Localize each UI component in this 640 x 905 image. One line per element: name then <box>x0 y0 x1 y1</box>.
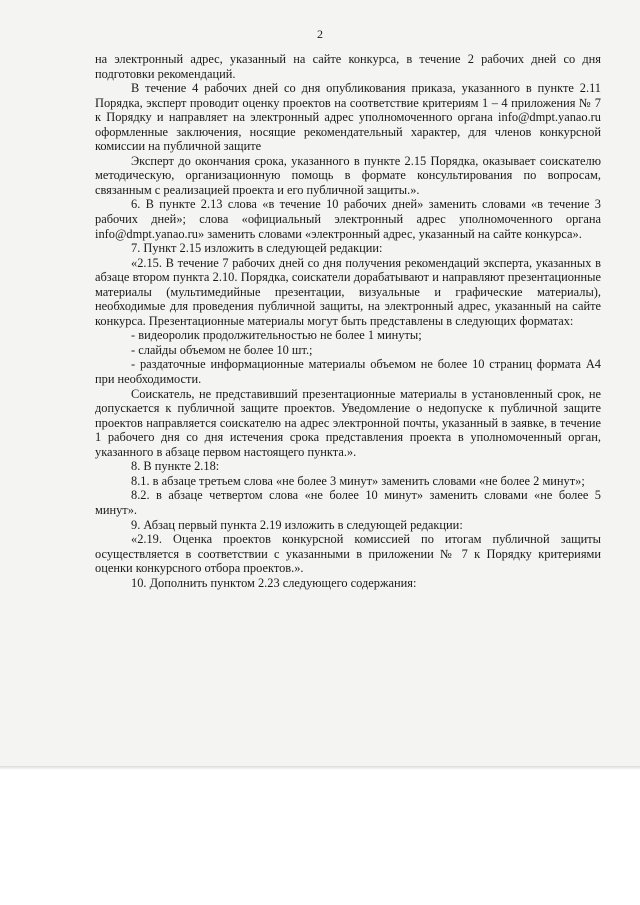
list-item: - слайды объемом не более 10 шт.; <box>131 342 313 357</box>
paragraph: «2.19. Оценка проектов конкурсной комиссией по итогам публичной защиты осуществляется в соответствии с указанными в приложении № 7 к Порядку критериями оценки конкурсного отбора проектов.». <box>95 532 601 576</box>
document-body <box>95 52 601 590</box>
paragraph: 8. В пункте 2.18: <box>131 459 220 474</box>
paragraph: 6. В пункте 2.13 слова «в течение 10 рабочих дней» заменить словами «в течение 3 рабочих дней»; слова «официальный электронный адрес уполномоченного органа info@dmpt.yanao.ru» заменить словами «электронный адрес, указанный на сайте конкурса». <box>95 197 601 241</box>
paragraph: 8.1. в абзаце третьем слова «не более 3 минут» заменить словами «не более 2 минут»; <box>131 473 585 488</box>
paragraph: 7. Пункт 2.15 изложить в следующей редакции: <box>131 241 383 256</box>
page-number: 2 <box>317 27 323 41</box>
paragraph: 10. Дополнить пунктом 2.23 следующего содержания: <box>131 575 417 590</box>
list-item: - видеоролик продолжительностью не более 1 минуты; <box>131 328 422 343</box>
paragraph: В течение 4 рабочих дней со дня опубликования приказа, указанного в пункте 2.11 Порядка, эксперт проводит оценку проектов на соответствие критериям 1 – 4 приложения № 7 к Порядку и направляет на электронный адрес уполномоченного органа info@dmpt.yanao.ru оформленные заключения, носящие рекомендательный характер, для членов конкурсной комиссии на публичной защите <box>95 81 601 154</box>
paragraph: Эксперт до окончания срока, указанного в пункте 2.15 Порядка, оказывает соискателю методическую, организационную помощь в формате консультирования по вопросам, связанным с реализацией проекта и его публичной защиты.». <box>95 153 601 197</box>
paragraph: «2.15. В течение 7 рабочих дней со дня получения рекомендаций эксперта, указанных в абзаце втором пункта 2.10. Порядка, соискатели дорабатывают и направляют презентационные материалы (мультимедийные презентации, визуальные и графические материалы), необходимые для проведения публичной защиты, на электронный адрес, указанный на сайте конкурса. Презентационные материалы могут быть представлены в следующих форматах: <box>95 255 601 328</box>
paragraph: 9. Абзац первый пункта 2.19 изложить в следующей редакции: <box>131 517 463 532</box>
list-item: - раздаточные информационные материалы объемом не более 10 страниц формата А4 при необходимости. <box>95 357 601 387</box>
paragraph: 8.2. в абзаце четвертом слова «не более 10 минут» заменить словами «не более 5 минут». <box>95 488 601 517</box>
paragraph: Соискатель, не представивший презентационные материалы в установленный срок, не допускается к публичной защите проектов. Уведомление о недопуске к публичной защите проектов направляется соискателю на адрес электронной почты, указанный в заявке, в течение 1 рабочего дня со дня истечения срока представления проекта в уполномоченный орган, указанного в абзаце первом настоящего пункта.». <box>95 386 601 459</box>
scan-edge <box>0 766 640 770</box>
paragraph: на электронный адрес, указанный на сайте конкурса, в течение 2 рабочих дней со дня подготовки рекомендаций. <box>95 52 601 81</box>
